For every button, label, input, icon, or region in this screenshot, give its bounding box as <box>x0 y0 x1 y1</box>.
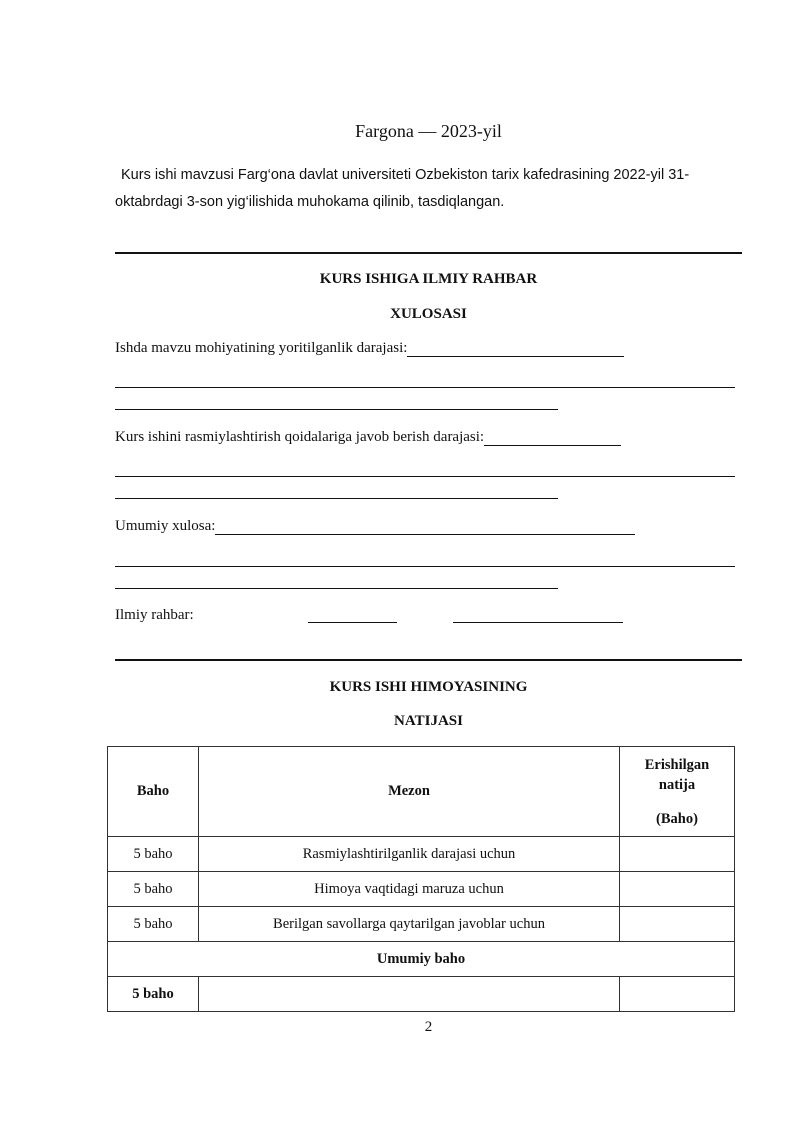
supervisor-name-line <box>453 622 623 623</box>
answer-line <box>115 588 558 589</box>
column-header-achieved-line: Erishilgan <box>644 756 710 773</box>
answer-line <box>115 566 735 567</box>
row-grade: 5 baho <box>108 837 199 872</box>
row-grade: 5 baho <box>108 907 199 942</box>
field-formatting <box>115 429 621 446</box>
row-criterion: Rasmiylashtirilganlik darajasi uchun <box>199 837 620 872</box>
field-general-conclusion-label: Umumiy xulosa: <box>115 518 216 534</box>
supervisor-signature-line <box>308 622 397 623</box>
city-year: Fargona — 2023-yil <box>355 121 502 141</box>
field-general-conclusion <box>115 518 635 535</box>
answer-line <box>115 409 558 410</box>
total-result-cell[interactable] <box>620 977 735 1012</box>
page-number: 2 <box>424 1019 433 1035</box>
column-header-achieved-line: (Baho) <box>656 810 698 827</box>
field-coverage-label: Ishda mavzu mohiyatining yoritilganlik darajasi: <box>115 340 408 356</box>
table-header-row <box>108 747 735 837</box>
section-divider <box>115 659 742 661</box>
conclusion-heading: KURS ISHIGA ILMIY RAHBAR <box>319 271 538 287</box>
row-result-cell[interactable] <box>620 907 735 942</box>
row-criterion: Himoya vaqtidagi maruza uchun <box>199 872 620 907</box>
answer-line <box>115 387 735 388</box>
row-grade: 5 baho <box>108 872 199 907</box>
results-heading: KURS ISHI HIMOYASINING <box>329 679 528 695</box>
column-header-criterion: Mezon <box>199 747 620 837</box>
supervisor-label: Ilmiy rahbar: <box>115 607 194 623</box>
answer-line <box>115 498 558 499</box>
column-header-achieved <box>620 747 735 837</box>
table-row <box>108 872 735 907</box>
answer-line <box>115 476 735 477</box>
field-general-conclusion-blank <box>215 520 635 535</box>
intro-line-2: oktabrdagi 3-son yig‘ilishida muhokama qilinib, tasdiqlangan. <box>115 194 505 210</box>
field-coverage-blank <box>407 342 624 357</box>
field-formatting-label: Kurs ishini rasmiylashtirish qoidalariga javob berish darajasi: <box>115 429 485 445</box>
section-divider <box>115 252 742 254</box>
total-grade-row <box>108 977 735 1012</box>
column-header-achieved-line: natija <box>658 776 696 793</box>
results-subheading: NATIJASI <box>394 713 463 729</box>
field-formatting-blank <box>484 431 621 446</box>
results-table <box>107 746 735 1012</box>
total-label: Umumiy baho <box>108 942 735 977</box>
row-result-cell[interactable] <box>620 837 735 872</box>
row-result-cell[interactable] <box>620 872 735 907</box>
row-criterion: Berilgan savollarga qaytarilgan javoblar uchun <box>199 907 620 942</box>
conclusion-subheading: XULOSASI <box>390 306 467 322</box>
intro-line-1: Kurs ishi mavzusi Farg‘ona davlat universiteti Ozbekiston tarix kafedrasining 2022-yil 31- <box>121 167 690 183</box>
total-label-row <box>108 942 735 977</box>
total-grade: 5 baho <box>108 977 199 1012</box>
table-row <box>108 907 735 942</box>
total-empty-cell <box>199 977 620 1012</box>
field-coverage <box>115 340 624 357</box>
table-row <box>108 837 735 872</box>
column-header-grade: Baho <box>108 747 199 837</box>
